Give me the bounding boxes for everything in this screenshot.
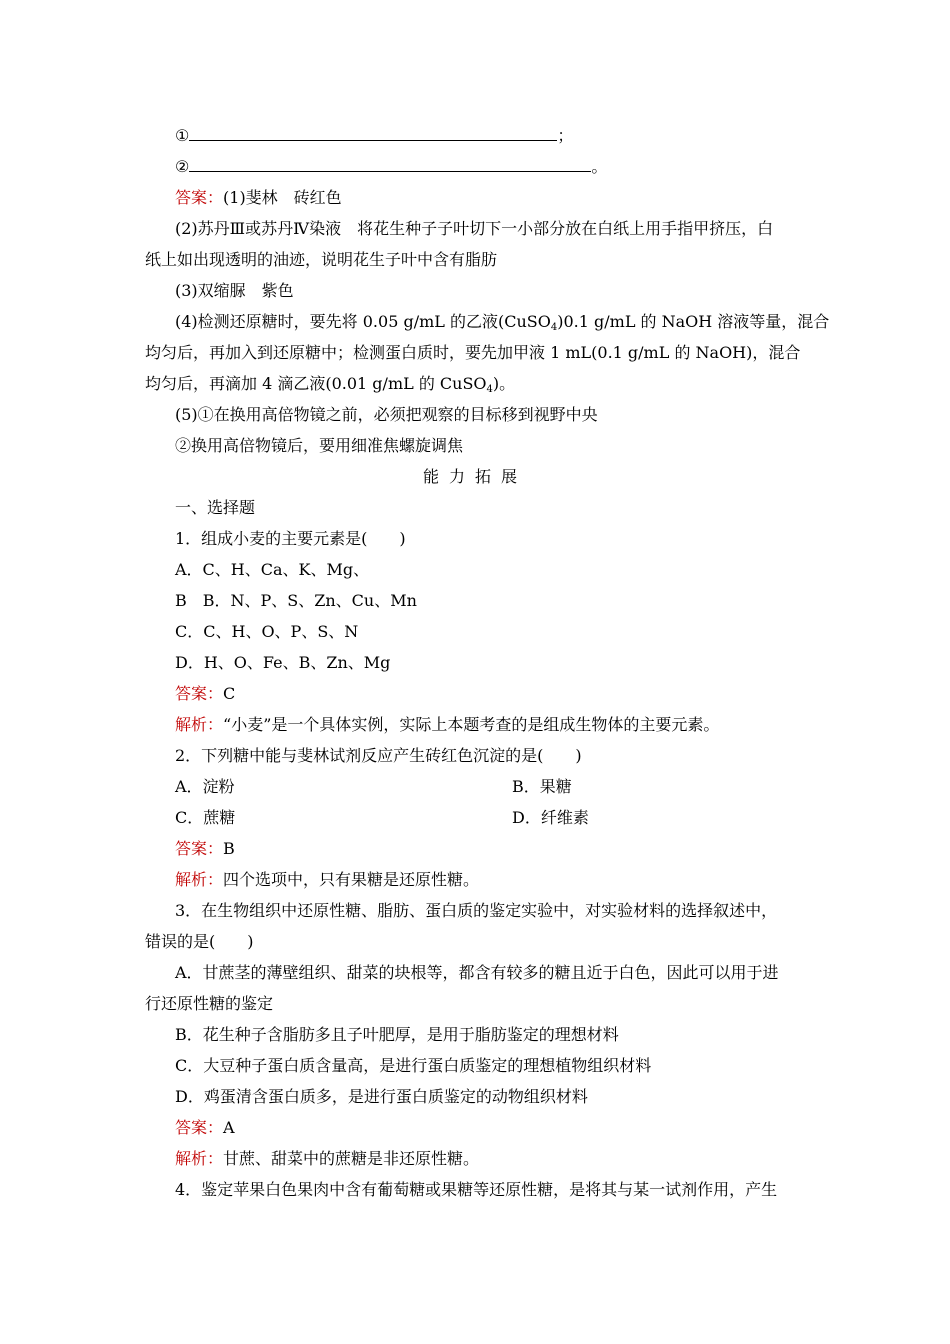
blank-label-2: ② [175,157,190,176]
question-2-option-c: C．蔗糖 [175,808,236,827]
question-2-explanation: 解析：四个选项中，只有果糖是还原性糖。 [175,870,480,889]
answer-2-line-2: 纸上如出现透明的油迹，说明花生子叶中含有脂肪 [145,250,498,269]
answer-2-line-1: (2)苏丹Ⅲ或苏丹Ⅳ染液 将花生种子子叶切下一小部分放在白纸上用手指甲挤压，白 [175,219,774,238]
question-3-stem-line-2: 错误的是( ) [145,932,254,951]
blank-underline-2 [189,157,591,172]
answer-5-1: (5)①在换用高倍物镜之前，必须把观察的目标移到视野中央 [175,405,598,424]
question-3-option-c: C．大豆种子蛋白质含量高，是进行蛋白质鉴定的理想植物组织材料 [175,1056,652,1075]
question-1-explanation: 解析：“小麦”是一个具体实例，实际上本题考查的是组成生物体的主要元素。 [175,715,720,734]
question-2-options-row-1 [175,776,235,798]
question-1-option-c: C．C、H、O、P、S、N [175,622,359,641]
blank-underline-1 [189,126,557,141]
answer-4-line-3: 均匀后，再滴加 4 滴乙液(0.01 g/mL 的 CuSO$_4$)。 [145,374,516,395]
answer-4-line-2: 均匀后，再加入到还原糖中；检测蛋白质时，要先加甲液 1 mL(0.1 g/mL 的 NaOH)，混合 [145,343,801,362]
answer-4-line-1: (4)检测还原糖时，要先将 0.05 g/mL 的乙液(CuSO$_4$)0.1 g/mL 的 NaOH 溶液等量，混合 [175,312,830,333]
question-3-explanation: 解析：甘蔗、甜菜中的蔗糖是非还原性糖。 [175,1149,480,1168]
question-2-option-b: B．果糖 [512,777,572,796]
question-2-option-a: A．淀粉 [175,777,235,796]
question-3-option-a-line-2: 行还原性糖的鉴定 [145,994,274,1013]
question-3-stem-line-1: 3．在生物组织中还原性糖、脂肪、蛋白质的鉴定实验中，对实验材料的选择叙述中， [175,901,778,920]
question-2-stem: 2．下列糖中能与斐林试剂反应产生砖红色沉淀的是( ) [175,746,582,765]
question-3-option-d: D．鸡蛋清含蛋白质多，是进行蛋白质鉴定的动物组织材料 [175,1087,588,1106]
answer-5-2: ②换用高倍物镜后，要用细准焦螺旋调焦 [175,436,464,455]
question-1-option-b: B B．N、P、S、Zn、Cu、Mn [175,591,417,610]
question-2-answer: 答案：B [175,839,235,858]
question-4-stem-line-1: 4．鉴定苹果白色果肉中含有葡萄糖或果糖等还原性糖，是将其与某一试剂作用，产生 [175,1180,778,1199]
question-1-option-a: A．C、H、Ca、K、Mg、 [175,560,370,579]
blank-label-1: ① [175,126,190,145]
section-title: 能力拓展 [422,467,527,486]
blank-line-2: ② 。 [175,157,608,176]
question-3-option-b: B．花生种子含脂肪多且子叶肥厚，是用于脂肪鉴定的理想材料 [175,1025,619,1044]
question-3-answer: 答案：A [175,1118,235,1137]
answer-1: 答案：(1)斐林 砖红色 [175,188,342,207]
answer-3: (3)双缩脲 紫色 [175,281,294,300]
question-1-stem: 1．组成小麦的主要元素是( ) [175,529,406,548]
question-3-option-a-line-1: A．甘蔗茎的薄壁组织、甜菜的块根等，都含有较多的糖且近于白色，因此可以用于进 [175,963,779,982]
question-1-answer: 答案：C [175,684,236,703]
question-2-option-d: D．纤维素 [512,808,589,827]
blank-line-1: ① ； [175,126,574,145]
section-heading: 一、选择题 [175,498,256,517]
question-1-option-d: D．H、O、Fe、B、Zn、Mg [175,653,391,672]
